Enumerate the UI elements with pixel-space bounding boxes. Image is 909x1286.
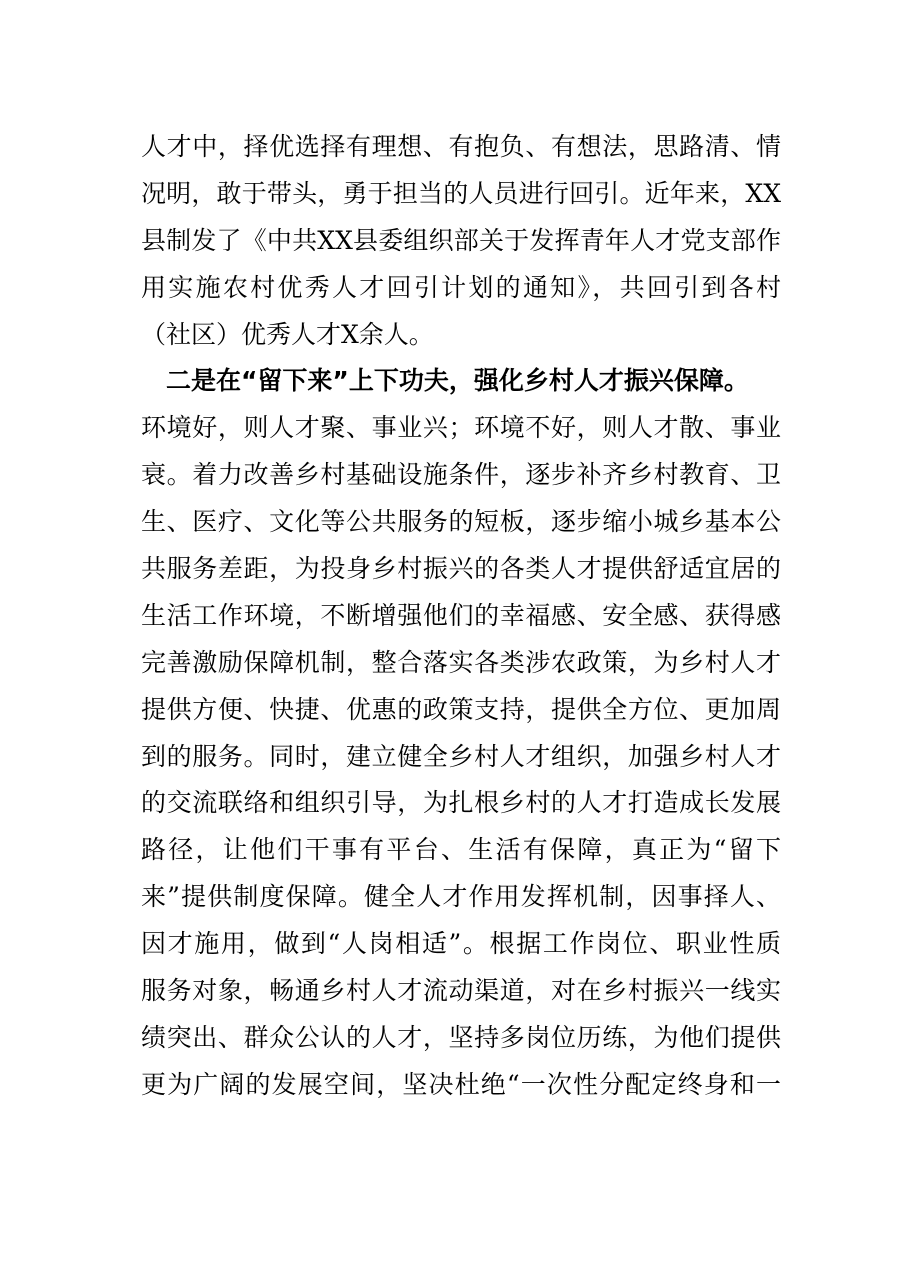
text-line: 来”提供制度保障。健全人才作用发挥机制，因事择人、: [141, 882, 781, 912]
text-line: 生、医疗、文化等公共服务的短板，逐步缩小城乡基本公: [141, 507, 781, 537]
text-line: 生活工作环境，不断增强他们的幸福感、安全感、获得感: [141, 600, 781, 630]
text-line: 绩突出、群众公认的人才，坚持多岗位历练，为他们提供: [141, 1022, 781, 1052]
section-heading: 二是在“留下来”上下功夫，强化乡村人才振兴保障。: [166, 366, 749, 396]
text-line: 完善激励保障机制，整合落实各类涉农政策，为乡村人才: [141, 647, 781, 677]
text-line: 共服务差距，为投身乡村振兴的各类人才提供舒适宜居的: [141, 554, 781, 584]
body-text: [141, 124, 781, 1109]
text-line: 因才施用，做到“人岗相适”。根据工作岗位、职业性质: [141, 929, 781, 959]
text-line: 服务对象，畅通乡村人才流动渠道，对在乡村振兴一线实: [141, 976, 781, 1006]
text-line: 到的服务。同时，建立健全乡村人才组织，加强乡村人才: [141, 741, 781, 771]
text-line: 县制发了《中共XX县委组织部关于发挥青年人才党支部作: [141, 225, 781, 255]
text-line: 的交流联络和组织引导，为扎根乡村的人才打造成长发展: [141, 788, 781, 818]
text-line: 用实施农村优秀人才回引计划的通知》，共回引到各村: [141, 272, 781, 302]
text-line: 况明，敢于带头，勇于担当的人员进行回引。近年来，XX: [141, 178, 781, 208]
text-line: 环境好，则人才聚、事业兴；环境不好，则人才散、事业: [141, 413, 781, 443]
text-line: （社区）优秀人才X余人。: [141, 319, 434, 349]
text-line: 路径，让他们干事有平台、生活有保障，真正为“留下: [141, 835, 781, 865]
text-line: 更为广阔的发展空间，坚决杜绝“一次性分配定终身和一: [141, 1069, 781, 1099]
text-line: 提供方便、快捷、优惠的政策支持，提供全方位、更加周: [141, 694, 781, 724]
text-line: 人才中，择优选择有理想、有抱负、有想法，思路清、情: [141, 132, 781, 161]
text-line: 衰。着力改善乡村基础设施条件，逐步补齐乡村教育、卫: [141, 460, 781, 490]
